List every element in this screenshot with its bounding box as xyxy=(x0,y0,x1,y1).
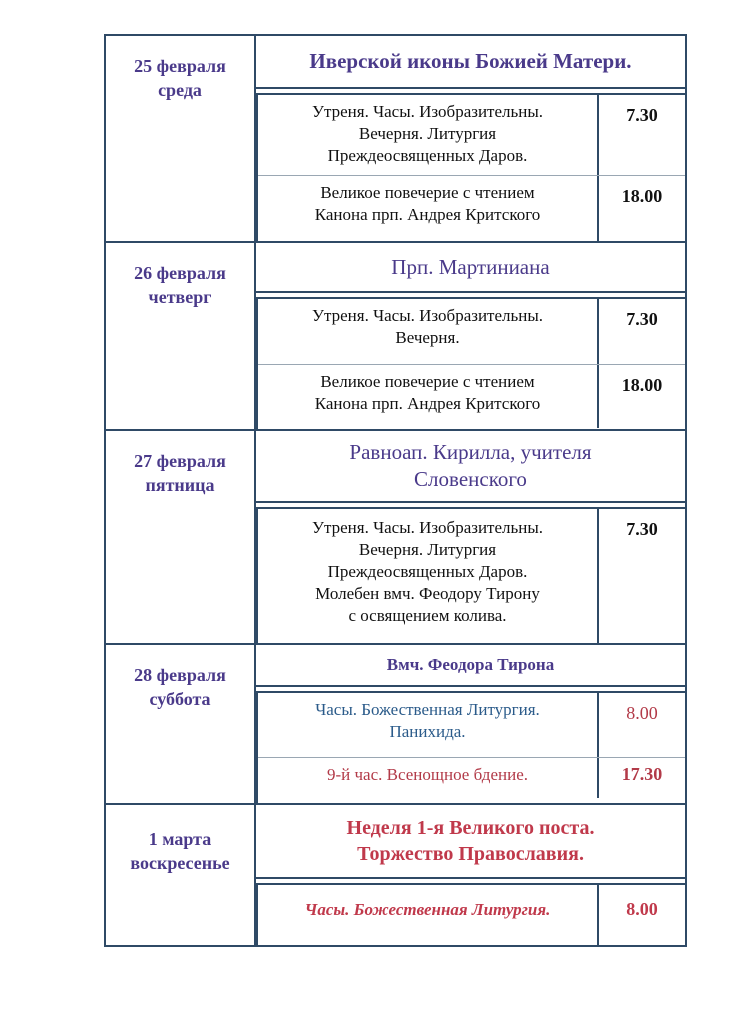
feast-line: Неделя 1-я Великого поста. xyxy=(346,817,595,839)
service-line: Панихида. xyxy=(389,722,466,741)
weekday-label: пятница xyxy=(145,475,215,495)
day-row-feb27 xyxy=(104,429,687,645)
day-row-feb28 xyxy=(104,643,687,805)
service-text xyxy=(258,885,599,945)
feast-line: Торжество Православия. xyxy=(357,843,584,865)
service-time: 8.00 xyxy=(626,703,658,723)
weekday-label: четверг xyxy=(148,287,212,307)
service-line: Канона прп. Андрея Критского xyxy=(314,394,541,413)
date-cell xyxy=(106,431,256,643)
service-time: 8.00 xyxy=(626,899,658,919)
day-content xyxy=(256,243,685,429)
day-row-feb26 xyxy=(104,241,687,431)
feast-title xyxy=(256,243,685,293)
date-label: 25 февраля xyxy=(134,56,226,76)
service-time: 17.30 xyxy=(621,764,663,784)
service-text xyxy=(258,95,599,175)
date-cell xyxy=(106,805,256,945)
date-label: 1 марта xyxy=(148,829,212,849)
service-time: 7.30 xyxy=(626,519,658,539)
services-block xyxy=(256,93,685,241)
service-line: Утреня. Часы. Изобразительны. xyxy=(311,306,544,325)
service-line: Молебен вмч. Феодору Тирону xyxy=(315,584,540,603)
service-time: 7.30 xyxy=(626,309,658,329)
service-row xyxy=(258,758,685,798)
service-line: Утреня. Часы. Изобразительны. xyxy=(311,102,544,121)
day-content xyxy=(256,431,685,643)
service-row xyxy=(258,95,685,176)
day-row-feb25 xyxy=(104,34,687,243)
service-line: Вечерня. xyxy=(395,328,460,347)
service-text xyxy=(258,509,599,643)
service-line: Вечерня. Литургия xyxy=(358,540,497,559)
date-cell xyxy=(106,243,256,429)
weekday-label: среда xyxy=(158,80,202,100)
weekday-label: суббота xyxy=(149,689,211,709)
feast-title xyxy=(256,36,685,89)
service-line: Великое повечерие с чтением xyxy=(320,372,535,391)
schedule-sheet xyxy=(104,34,687,945)
feast-title xyxy=(256,805,685,879)
service-line: Преждеосвященных Даров. xyxy=(327,562,528,581)
day-content xyxy=(256,805,685,945)
service-line: Утреня. Часы. Изобразительны. xyxy=(311,518,544,537)
service-text xyxy=(258,365,599,428)
service-text xyxy=(258,758,599,798)
feast-text: Иверской иконы Божией Матери. xyxy=(309,49,632,73)
date-label: 26 февраля xyxy=(134,263,226,283)
feast-line: Равноап. Кирилла, учителя xyxy=(349,440,592,464)
day-content xyxy=(256,645,685,803)
feast-title xyxy=(256,645,685,687)
service-row xyxy=(258,885,685,945)
service-row xyxy=(258,299,685,365)
service-text xyxy=(258,693,599,757)
service-line: Преждеосвященных Даров. xyxy=(327,146,528,165)
service-text xyxy=(258,176,599,241)
service-time: 7.30 xyxy=(626,105,658,125)
day-row-mar01 xyxy=(104,803,687,947)
service-row xyxy=(258,693,685,758)
date-cell xyxy=(106,645,256,803)
service-row xyxy=(258,176,685,241)
services-block xyxy=(256,297,685,429)
feast-line: Словенского xyxy=(414,467,527,491)
service-line: Часы. Божественная Литургия. xyxy=(304,900,551,919)
date-cell xyxy=(106,36,256,241)
feast-title xyxy=(256,431,685,503)
service-line: с освящением колива. xyxy=(348,606,507,625)
services-block xyxy=(256,883,685,945)
service-row xyxy=(258,365,685,428)
service-line: 9-й час. Всенощное бдение. xyxy=(327,765,528,784)
service-time: 18.00 xyxy=(621,375,663,395)
date-label: 28 февраля xyxy=(134,665,226,685)
services-block xyxy=(256,691,685,803)
date-label: 27 февраля xyxy=(134,451,226,471)
feast-text: Прп. Мартиниана xyxy=(391,254,550,279)
day-content xyxy=(256,36,685,241)
services-block xyxy=(256,507,685,643)
feast-text: Вмч. Феодора Тирона xyxy=(386,655,555,674)
service-time: 18.00 xyxy=(621,186,663,206)
service-text xyxy=(258,299,599,364)
service-line: Вечерня. Литургия xyxy=(358,124,497,143)
weekday-label: воскресенье xyxy=(130,853,230,873)
service-line: Канона прп. Андрея Критского xyxy=(314,205,541,224)
service-line: Великое повечерие с чтением xyxy=(320,183,535,202)
service-line: Часы. Божественная Литургия. xyxy=(315,700,540,719)
service-row xyxy=(258,509,685,643)
